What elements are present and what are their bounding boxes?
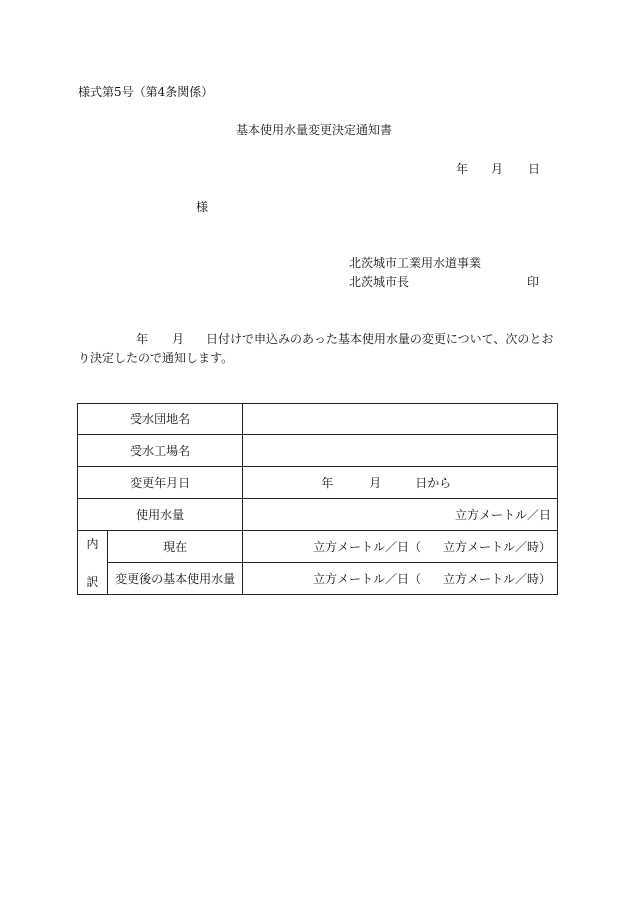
- change-date-year: 年: [321, 475, 334, 490]
- addressee-honorific: 様: [196, 200, 209, 214]
- usage-unit: 立方メートル／日: [454, 507, 551, 522]
- body-text: 日付けで申込みのあった基本使用水量の変更について、次のとお: [206, 332, 554, 346]
- change-date-suffix: 日から: [415, 475, 452, 490]
- usage-label: 使用水量: [78, 499, 243, 531]
- breakdown-label: [78, 531, 108, 595]
- details-table: [77, 403, 558, 595]
- issuer-name: 北茨城市長: [349, 275, 410, 289]
- issuer-organization: 北茨城市工業用水道事業: [349, 256, 482, 270]
- table-row: [78, 563, 558, 595]
- breakdown-label-bottom: 訳: [86, 574, 99, 589]
- after-change-unit-hour: 立方メートル／時）: [442, 571, 551, 586]
- current-field[interactable]: [243, 531, 558, 563]
- after-change-label: 変更後の基本使用水量: [107, 563, 242, 595]
- change-date-label: 変更年月日: [78, 467, 243, 499]
- table-row: [78, 404, 558, 435]
- current-label: 現在: [107, 531, 242, 563]
- current-unit-hour: 立方メートル／時）: [442, 539, 551, 554]
- breakdown-label-top: 内: [86, 536, 99, 551]
- change-date-field[interactable]: [243, 467, 558, 499]
- date-year-label: 年: [456, 162, 469, 176]
- table-row: [78, 531, 558, 563]
- after-change-unit-day: 立方メートル／日（: [312, 571, 421, 586]
- recipient-group-label: 受水団地名: [78, 404, 243, 435]
- change-date-month: 月: [369, 475, 382, 490]
- current-unit-day: 立方メートル／日（: [312, 539, 421, 554]
- body-paragraph-line1: [78, 333, 553, 345]
- usage-field[interactable]: [243, 499, 558, 531]
- recipient-factory-field[interactable]: [243, 435, 558, 467]
- seal-mark: 印: [527, 275, 540, 289]
- form-number: 様式第5号（第4条関係）: [78, 85, 214, 99]
- recipient-factory-label: 受水工場名: [78, 435, 243, 467]
- body-paragraph-line2: り決定したので通知します。: [78, 351, 234, 365]
- table-row: [78, 467, 558, 499]
- table-row: [78, 435, 558, 467]
- date-month-label: 月: [491, 162, 504, 176]
- body-month-label: 月: [172, 332, 185, 346]
- document-title: 基本使用水量変更決定通知書: [236, 123, 393, 137]
- table-row: [78, 499, 558, 531]
- recipient-group-field[interactable]: [243, 404, 558, 435]
- date-day-label: 日: [528, 162, 541, 176]
- body-year-label: 年: [136, 332, 149, 346]
- after-change-field[interactable]: [243, 563, 558, 595]
